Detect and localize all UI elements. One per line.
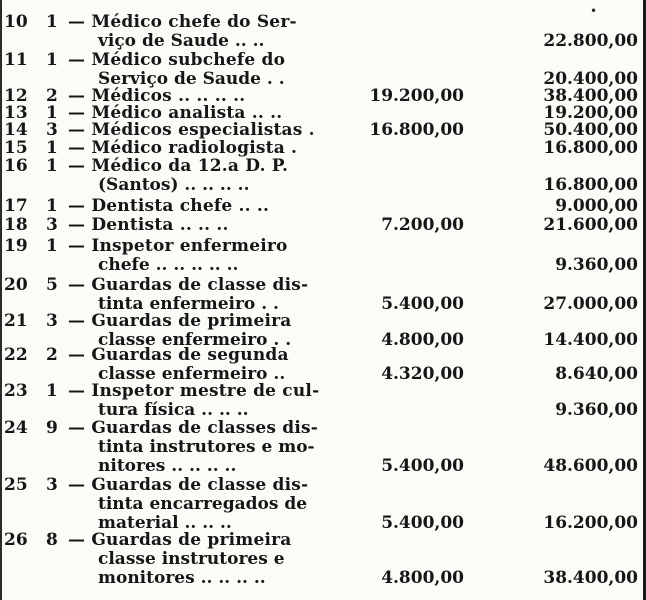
item-description: — Médico subchefe do: [68, 50, 286, 70]
item-number: 16: [4, 156, 28, 176]
table-row: [0, 196, 646, 215]
item-quantity: 3: [46, 215, 58, 235]
item-quantity: 5: [46, 275, 58, 295]
total-salary: 48.600,00: [543, 456, 638, 477]
item-description: — Médico da 12.a D. P.: [68, 156, 289, 176]
item-quantity: 2: [46, 86, 58, 106]
item-description: — Guardas de classes dis-: [68, 418, 319, 438]
total-salary: 50.400,00: [543, 120, 638, 140]
item-quantity: 2: [46, 345, 58, 365]
item-description: chefe .. .. .. .. ..: [98, 255, 239, 276]
item-quantity: 3: [46, 475, 58, 495]
unit-salary: 7.200,00: [381, 215, 464, 235]
item-number: 11: [4, 50, 28, 70]
table-row: [0, 215, 646, 234]
item-description: classe instrutores e: [98, 549, 285, 570]
item-number: 22: [4, 345, 28, 365]
item-description: classe enfermeiro ..: [98, 364, 286, 385]
table-row: [0, 120, 646, 139]
item-description: — Guardas de primeira: [68, 311, 292, 331]
item-description: — Médico chefe do Ser-: [68, 12, 297, 32]
item-quantity: 3: [46, 120, 58, 140]
table-row: [0, 138, 646, 157]
total-salary: 38.400,00: [543, 86, 638, 106]
table-row: [0, 418, 646, 476]
item-description: tinta instrutores e mo-: [98, 437, 315, 458]
total-salary: 14.400,00: [543, 330, 638, 351]
item-description: tinta enfermeiro . .: [98, 294, 279, 315]
unit-salary: 4.320,00: [381, 364, 464, 385]
item-description: material .. .. ..: [98, 513, 232, 534]
item-quantity: 1: [46, 381, 58, 401]
item-number: 23: [4, 381, 28, 401]
item-quantity: 1: [46, 50, 58, 70]
item-description: — Médico analista .. ..: [68, 103, 283, 123]
item-description: classe enfermeiro . .: [98, 330, 292, 351]
total-salary: 20.400,00: [543, 69, 638, 90]
total-salary: 22.800,00: [543, 31, 638, 52]
item-number: 24: [4, 418, 28, 438]
table-row: [0, 530, 646, 588]
item-description: — Inspetor enfermeiro: [68, 236, 288, 256]
item-description: — Guardas de classe dis-: [68, 275, 309, 295]
item-quantity: 9: [46, 418, 58, 438]
item-description: monitores .. .. .. ..: [98, 568, 266, 589]
total-salary: 16.800,00: [543, 138, 638, 158]
item-description: — Médicos .. .. .. ..: [68, 86, 246, 106]
item-number: 25: [4, 475, 28, 495]
item-description: tinta encarregados de: [98, 494, 308, 515]
item-quantity: 1: [46, 12, 58, 32]
item-quantity: 8: [46, 530, 58, 550]
total-salary: 9.000,00: [555, 196, 638, 216]
table-row: [0, 156, 646, 194]
item-description: Serviço de Saude . .: [98, 69, 285, 90]
item-number: 19: [4, 236, 28, 256]
item-description: — Inspetor mestre de cul-: [68, 381, 320, 401]
total-salary: 21.600,00: [543, 215, 638, 235]
item-description: — Guardas de segunda: [68, 345, 289, 365]
unit-salary: 5.400,00: [381, 294, 464, 315]
item-number: 18: [4, 215, 28, 235]
table-row: [0, 475, 646, 533]
unit-salary: 4.800,00: [381, 330, 464, 351]
item-number: 10: [4, 12, 28, 32]
item-description: — Guardas de classe dis-: [68, 475, 309, 495]
item-description: — Guardas de primeira: [68, 530, 292, 550]
table-row: [0, 381, 646, 419]
item-description: nitores .. .. .. ..: [98, 456, 237, 477]
item-description: — Médico radiologista .: [68, 138, 298, 158]
unit-salary: 19.200,00: [369, 86, 464, 106]
table-row: [0, 275, 646, 313]
table-row: [0, 236, 646, 274]
table-row: [0, 311, 646, 349]
item-description: — Dentista chefe .. ..: [68, 196, 270, 216]
item-quantity: 1: [46, 156, 58, 176]
item-description: viço de Saude .. ..: [98, 31, 265, 52]
item-quantity: 3: [46, 311, 58, 331]
total-salary: 9.360,00: [555, 400, 638, 421]
ink-speck: •: [590, 4, 598, 18]
total-salary: 16.200,00: [543, 513, 638, 534]
total-salary: 19.200,00: [543, 103, 638, 123]
unit-salary: 16.800,00: [369, 120, 464, 140]
item-number: 15: [4, 138, 28, 158]
item-quantity: 1: [46, 103, 58, 123]
item-description: tura física .. .. ..: [98, 400, 249, 421]
table-row: [0, 345, 646, 383]
item-number: 12: [4, 86, 28, 106]
unit-salary: 5.400,00: [381, 456, 464, 477]
item-number: 21: [4, 311, 28, 331]
table-row: [0, 50, 646, 88]
total-salary: 27.000,00: [543, 294, 638, 315]
unit-salary: 5.400,00: [381, 513, 464, 534]
unit-salary: 4.800,00: [381, 568, 464, 589]
item-number: 13: [4, 103, 28, 123]
item-number: 14: [4, 120, 28, 140]
item-number: 17: [4, 196, 28, 216]
item-description: — Dentista .. .. ..: [68, 215, 229, 235]
item-description: (Santos) .. .. .. ..: [98, 175, 250, 196]
total-salary: 38.400,00: [543, 568, 638, 589]
item-number: 20: [4, 275, 28, 295]
item-number: 26: [4, 530, 28, 550]
total-salary: 9.360,00: [555, 255, 638, 276]
item-description: — Médicos especialistas .: [68, 120, 315, 140]
table-row: [0, 12, 646, 50]
item-quantity: 1: [46, 138, 58, 158]
total-salary: 16.800,00: [543, 175, 638, 196]
item-quantity: 1: [46, 236, 58, 256]
item-quantity: 1: [46, 196, 58, 216]
total-salary: 8.640,00: [555, 364, 638, 385]
